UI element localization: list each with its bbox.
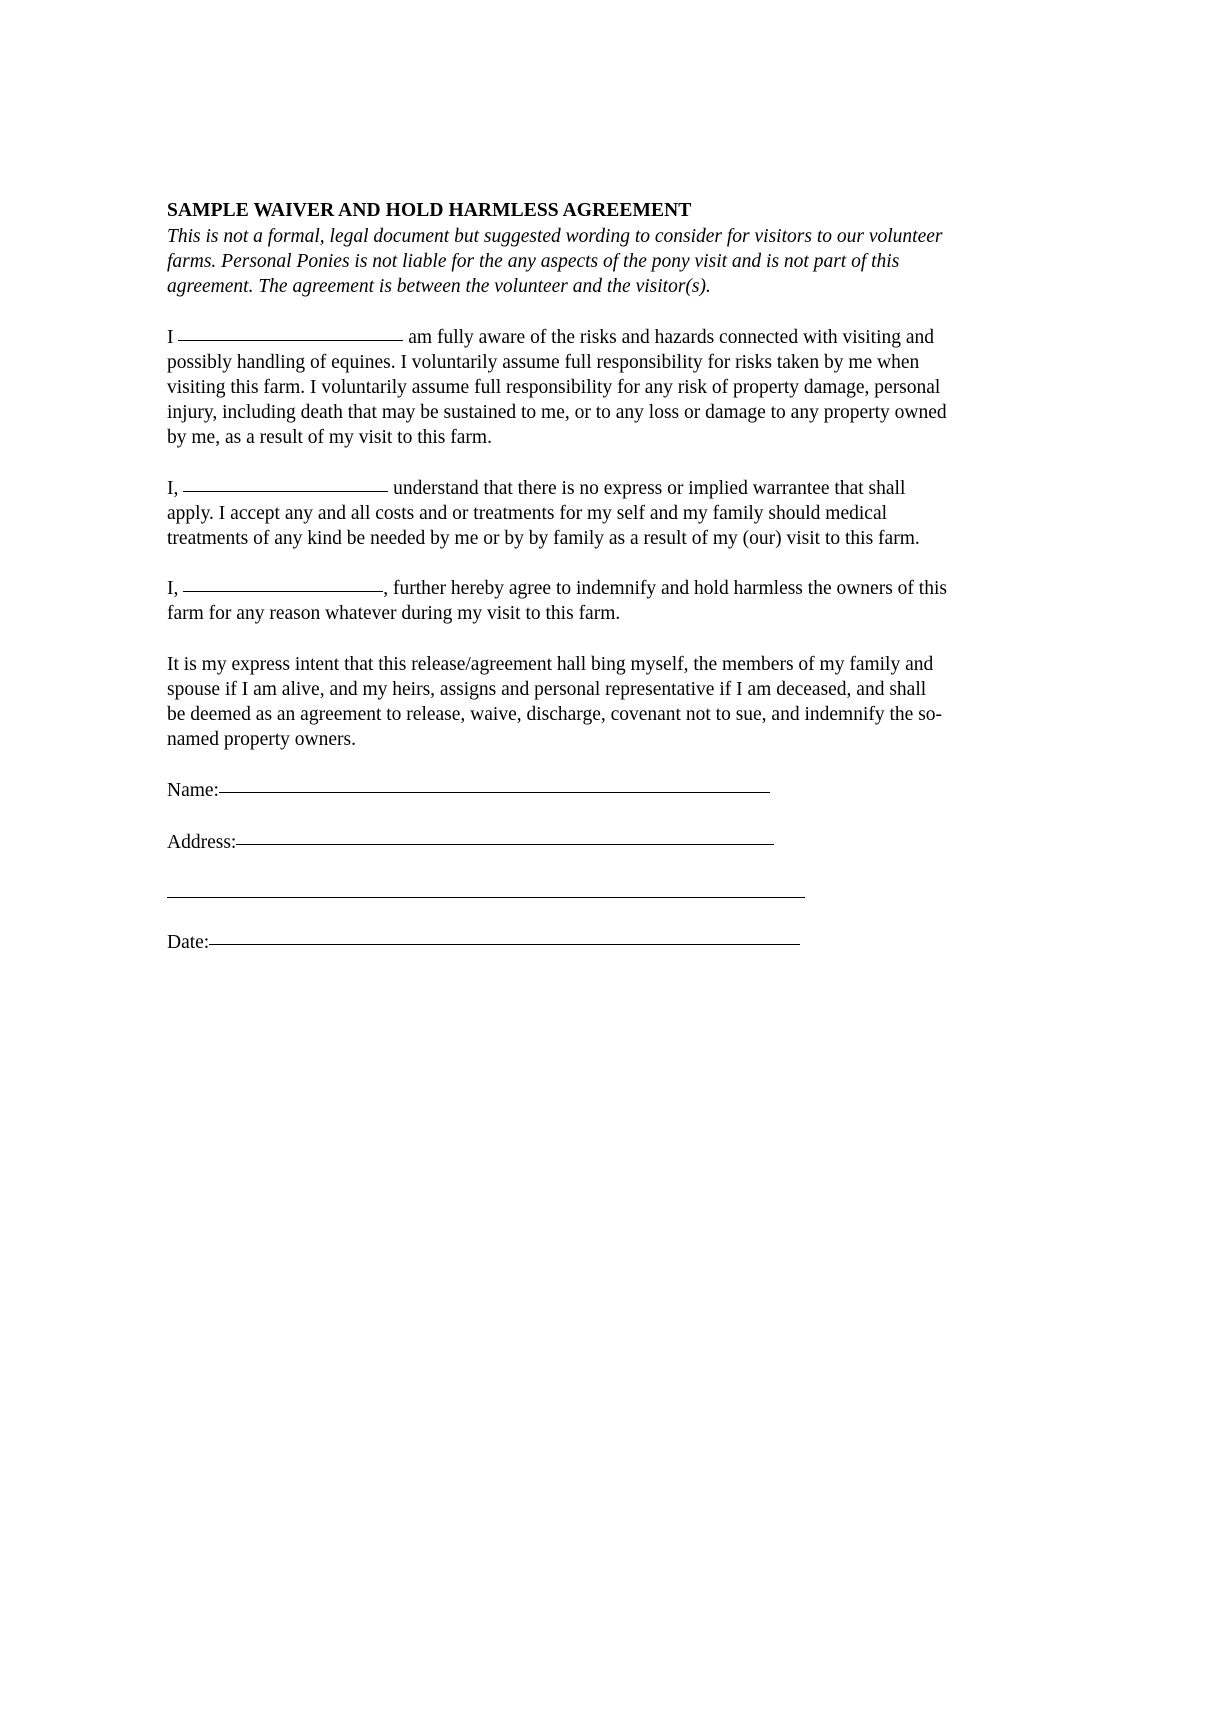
- spacer: [167, 855, 949, 883]
- paragraph-1: [167, 325, 947, 451]
- address-input-rule[interactable]: [236, 844, 774, 845]
- spacer: [167, 451, 949, 476]
- paragraph-3-body: , further hereby agree to indemnify and hold harmless the owners of this farm for any reason whatever during my visit to this farm.: [167, 578, 947, 625]
- paragraph-2-lead: I,: [167, 477, 179, 499]
- paragraph-3: [167, 576, 947, 626]
- spacer: [167, 908, 949, 930]
- document-body: [167, 198, 949, 955]
- date-field-row: [167, 930, 949, 955]
- page-title: SAMPLE WAIVER AND HOLD HARMLESS AGREEMENT: [167, 200, 692, 221]
- address-field-row: [167, 830, 949, 855]
- spacer: [167, 551, 949, 576]
- spacer: [167, 300, 949, 325]
- address-field-label: Address:: [167, 831, 237, 853]
- name-blank-field-1[interactable]: [178, 340, 403, 341]
- address-line2-input-rule[interactable]: [167, 897, 805, 898]
- date-input-rule[interactable]: [209, 944, 800, 945]
- paragraph-2: [167, 476, 947, 552]
- paragraph-4: It is my express intent that this release/agreement hall bing myself, the members of my family and spouse if I am alive, and my heirs, assigns and personal representative if I am deceased, and shall be deemed as an agreement to release, waive, discharge, covenant not to sue, and indemnify the so-named property owners.: [167, 653, 943, 751]
- name-blank-field-3[interactable]: [183, 591, 383, 592]
- date-field-label: Date:: [167, 932, 210, 954]
- paragraph-1-body: am fully aware of the risks and hazards connected with visiting and possibly handling of equines. I voluntarily assume full responsibility for risks taken by me when visiting this farm. I voluntarily assume full responsibility for any risk of property damage, personal injury, including death that may be sustained to me, or to any loss or damage to any property owned by me, as a result of my visit to this farm.: [167, 326, 947, 449]
- spacer: [167, 627, 949, 652]
- paragraph-3-lead: I,: [167, 578, 179, 600]
- paragraph-2-body: understand that there is no express or implied warrantee that shall apply. I accept any and all costs and or treatments for my self and my family should medical treatments of any kind be needed by me or by by family as a result of my (our) visit to this farm.: [167, 477, 920, 550]
- spacer: [167, 804, 949, 830]
- paragraph-1-lead: I: [167, 326, 174, 348]
- intro-paragraph: This is not a formal, legal document but suggested wording to consider for visitors to our volunteer farms. Personal Ponies is not liable for the any aspects of the pony visit and is not part of this agreement. The agreement is between the volunteer and the visitor(s).: [167, 226, 943, 298]
- address-line2-row: [167, 883, 949, 908]
- name-blank-field-2[interactable]: [183, 491, 388, 492]
- name-field-row: [167, 778, 949, 803]
- signature-fields: [167, 778, 949, 955]
- name-input-rule[interactable]: [219, 792, 770, 793]
- name-field-label: Name:: [167, 780, 219, 802]
